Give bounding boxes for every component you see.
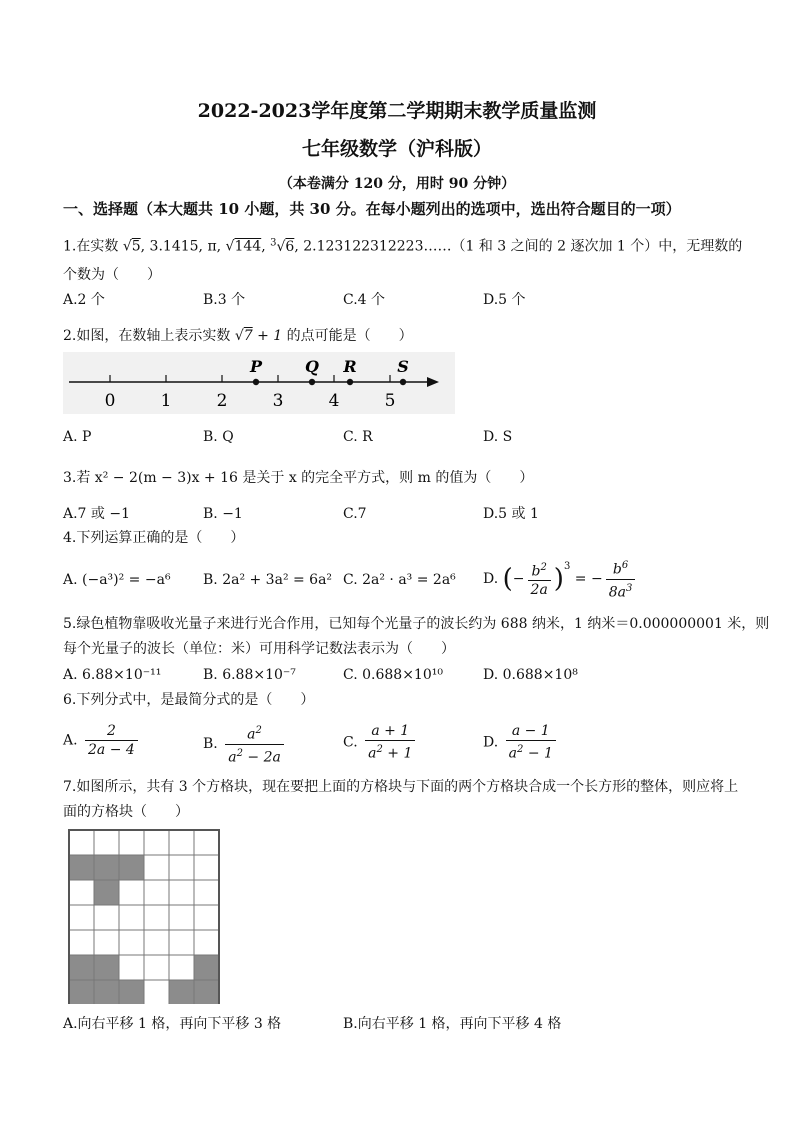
shaded-cell <box>119 855 144 880</box>
grid-cell <box>69 880 94 905</box>
grid-cell <box>144 830 169 855</box>
shaded-cell <box>119 980 144 1004</box>
question-5: 5.绿色植物靠吸收光量子来进行光合作用，已知每个光量子的波长约为 688 纳米，1 纳米＝0.000000001 米，则 <box>63 616 770 632</box>
q1-option-a[interactable]: A.2 个 <box>63 292 105 308</box>
grid-cell <box>194 905 219 930</box>
tick-label: 4 <box>328 391 340 411</box>
tick-label: 0 <box>104 391 116 411</box>
q3-option-d[interactable]: D.5 或 1 <box>483 506 539 522</box>
grid-cell <box>119 830 144 855</box>
q5-option-a[interactable]: A. 6.88×10⁻¹¹ <box>63 667 162 683</box>
q1-option-d[interactable]: D.5 个 <box>483 292 526 308</box>
grid-cell <box>144 980 169 1004</box>
number-line-svg <box>63 352 455 414</box>
grid-cell <box>169 955 194 980</box>
question-4: 4.下列运算正确的是（ ） <box>63 530 245 546</box>
grid-cell <box>94 930 119 955</box>
exam-subtitle: 七年级数学（沪科版） <box>301 138 492 160</box>
grid-cell <box>169 855 194 880</box>
exam-title: 2022-2023学年度第二学期期末教学质量监测 <box>197 100 597 122</box>
question-7-line2: 面的方格块（ ） <box>63 804 189 820</box>
tick-label: 2 <box>216 391 228 411</box>
question-7: 7.如图所示，共有 3 个方格块，现在要把上面的方格块与下面的两个方格块合成一个长方形的整体，则应将上 <box>63 779 739 795</box>
shaded-cell <box>194 980 219 1004</box>
q6-option-a[interactable]: A. $\frac{2}{2a - 4}$ <box>63 722 141 759</box>
q4-option-c[interactable]: C. 2a² · a³ = 2a⁶ <box>343 572 456 588</box>
q4-option-d[interactable]: D. (− $\frac{b^2}{2a}$ )$^3$ = − $\frac{b^6}{8a^3}$ <box>483 557 638 601</box>
tick-label: 5 <box>384 391 396 411</box>
question-5-line2: 每个光量子的波长（单位：米）可用科学记数法表示为（ ） <box>63 641 455 657</box>
q6-option-c[interactable]: C. $\frac{a + 1}{a^2 + 1}$ <box>343 722 418 763</box>
grid-cell <box>69 830 94 855</box>
question-1: 1.在实数 √5, 3.1415, π, √144, $^3$√6, 2.123122312223……（1 和 3 之间的 2 逐次加 1 个）中，无理数的 <box>63 237 743 255</box>
question-3: 3.若 x² − 2(m − 3)x + 16 是关于 x 的完全平方式，则 m 的值为（ ） <box>63 470 534 486</box>
grid-cell <box>169 930 194 955</box>
q2-option-a[interactable]: A. P <box>63 429 92 445</box>
exam-note: （本卷满分 120 分，用时 90 分钟） <box>278 176 516 192</box>
grid-cell <box>169 905 194 930</box>
grid-cell <box>194 855 219 880</box>
grid-svg <box>67 828 223 1004</box>
grid-cell <box>119 955 144 980</box>
point-s <box>400 379 406 385</box>
tick-label: 1 <box>160 391 172 411</box>
cbrt-6: $^3$√6 <box>270 237 295 255</box>
q7-option-b[interactable]: B.向右平移 1 格，再向下平移 4 格 <box>343 1016 562 1032</box>
q1-option-b[interactable]: B.3 个 <box>203 292 246 308</box>
point-p <box>253 379 259 385</box>
shaded-cell <box>94 955 119 980</box>
q5-option-b[interactable]: B. 6.88×10⁻⁷ <box>203 667 296 683</box>
question-6: 6.下列分式中，是最简分式的是（ ） <box>63 692 315 708</box>
point-label: P <box>249 357 263 376</box>
grid-cell <box>94 830 119 855</box>
sqrt-5: √5 <box>122 238 141 255</box>
shaded-cell <box>94 980 119 1004</box>
q2-option-c[interactable]: C. R <box>343 429 373 445</box>
question-2: 2.如图，在数轴上表示实数 √7 + 1 的点可能是（ ） <box>63 328 413 344</box>
q3-option-c[interactable]: C.7 <box>343 506 367 522</box>
sqrt7-plus-1: √7 + 1 <box>234 328 283 344</box>
grid-cell <box>194 830 219 855</box>
point-q <box>309 379 315 385</box>
q1-option-c[interactable]: C.4 个 <box>343 292 386 308</box>
point-group <box>249 357 409 385</box>
shaded-cell <box>94 855 119 880</box>
shaded-cell <box>69 955 94 980</box>
q3-option-a[interactable]: A.7 或 −1 <box>63 506 131 522</box>
q2-option-b[interactable]: B. Q <box>203 429 234 445</box>
q6-option-d[interactable]: D. $\frac{a - 1}{a^2 - 1}$ <box>483 722 559 763</box>
grid-figure <box>67 828 223 1008</box>
q4d-fraction-left: $\frac{b^2}{2a}$ <box>528 559 551 600</box>
shaded-cell <box>94 880 119 905</box>
grid-cell <box>144 905 169 930</box>
shaded-cell <box>69 855 94 880</box>
grid-cell <box>119 930 144 955</box>
grid-cell <box>119 880 144 905</box>
grid-cell <box>169 880 194 905</box>
section-heading: 一、选择题（本大题共 10 小题，共 30 分。在每小题列出的选项中，选出符合题目的一项） <box>63 200 681 218</box>
sqrt-144: √144 <box>225 238 262 255</box>
grid-cell <box>144 880 169 905</box>
question-1-line2: 个数为（ ） <box>63 267 161 283</box>
point-r <box>347 379 353 385</box>
point-label: S <box>397 357 409 376</box>
q4-option-b[interactable]: B. 2a² + 3a² = 6a² <box>203 572 333 588</box>
shaded-cell <box>194 955 219 980</box>
q2-option-d[interactable]: D. S <box>483 429 513 445</box>
q4-option-a[interactable]: A. (−a³)² = −a⁶ <box>63 572 171 588</box>
q7-option-a[interactable]: A.向右平移 1 格，再向下平移 3 格 <box>63 1016 282 1032</box>
q3-option-b[interactable]: B. −1 <box>203 506 243 522</box>
number-line-figure <box>63 352 455 414</box>
grid-cell <box>194 930 219 955</box>
tick-label: 3 <box>272 391 284 411</box>
q6-option-b[interactable]: B. $\frac{a^2}{a^2 - 2a}$ <box>203 722 287 766</box>
arrow-head-icon <box>427 377 439 387</box>
q4d-fraction-right: $\frac{b^6}{8a^3}$ <box>606 557 636 601</box>
grid-cell <box>144 930 169 955</box>
q5-option-c[interactable]: C. 0.688×10¹⁰ <box>343 667 443 683</box>
shaded-cell <box>69 980 94 1004</box>
grid-cell <box>144 955 169 980</box>
q5-option-d[interactable]: D. 0.688×10⁸ <box>483 667 578 683</box>
grid-cell <box>69 905 94 930</box>
shaded-cell <box>169 980 194 1004</box>
grid-cell <box>119 905 144 930</box>
point-label: R <box>343 357 357 376</box>
grid-cell <box>94 905 119 930</box>
grid-cell <box>144 855 169 880</box>
grid-cell <box>194 880 219 905</box>
point-label: Q <box>305 357 319 376</box>
grid-cell <box>169 830 194 855</box>
grid-cell <box>69 930 94 955</box>
